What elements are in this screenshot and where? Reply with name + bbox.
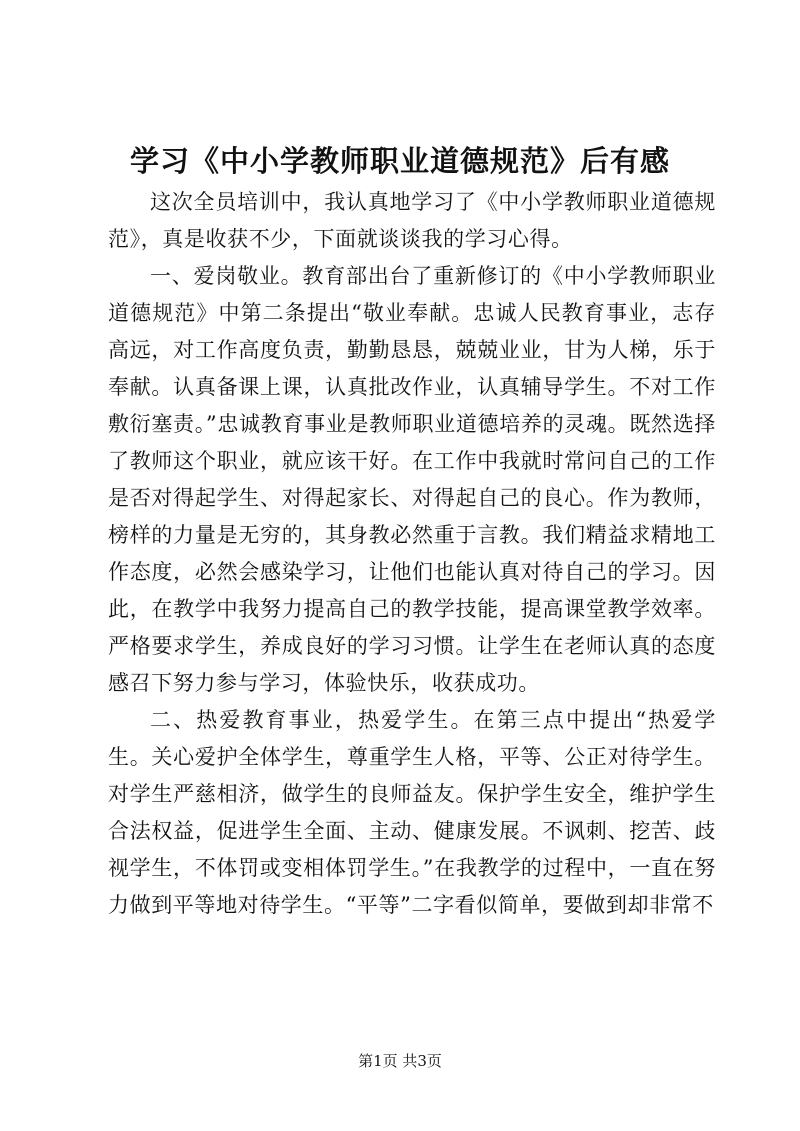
paragraph-intro: 这次全员培训中，我认真地学习了《中小学教师职业道德规范》，真是收获不少，下面就谈谈我的学习心得。: [108, 190, 716, 251]
page-title: 学习《中小学教师职业道德规范》后有感: [129, 144, 670, 178]
page-number: 第1页 共3页: [358, 1052, 442, 1070]
paragraph-dedication: 一、爱岗敬业。教育部出台了重新修订的《中小学教师职业道德规范》中第二条提出“敬业奉献。忠诚人民教育事业，志存高远，对工作高度负责，勤勤恳恳，兢兢业业，甘为人梯，乐于奉献。认真备课上课，认真批改作业，认真辅导学生。不对工作敷衍塞责。”忠诚教育事业是教师职业道德培养的灵魂。既然选择了教师这个职业，就应该干好。在工作中我就时常问自己的工作是否对得起学生、对得起家长、对得起自己的良心。作为教师，榜样的力量是无穷的，其身教必然重于言教。我们精益求精地工作态度，必然会感染学习，让他们也能认真对待自己的学习。因此，在教学中我努力提高自己的教学技能，提高课堂教学效率。严格要求学生，养成良好的学习习惯。让学生在老师认真的态度感召下努力参与学习，体验快乐，收获成功。: [108, 264, 716, 695]
paragraph-love-students: 二、热爱教育事业，热爱学生。在第三点中提出“热爱学生。关心爱护全体学生，尊重学生人格，平等、公正对待学生。对学生严慈相济，做学生的良师益友。保护学生安全，维护学生合法权益，促进学生全面、主动、健康发展。不讽刺、挖苦、歧视学生，不体罚或变相体罚学生。”在我教学的过程中，一直在努力做到平等地对待学生。“平等”二字看似简单，要做到却非常不: [108, 708, 716, 917]
document-body: [108, 184, 716, 924]
